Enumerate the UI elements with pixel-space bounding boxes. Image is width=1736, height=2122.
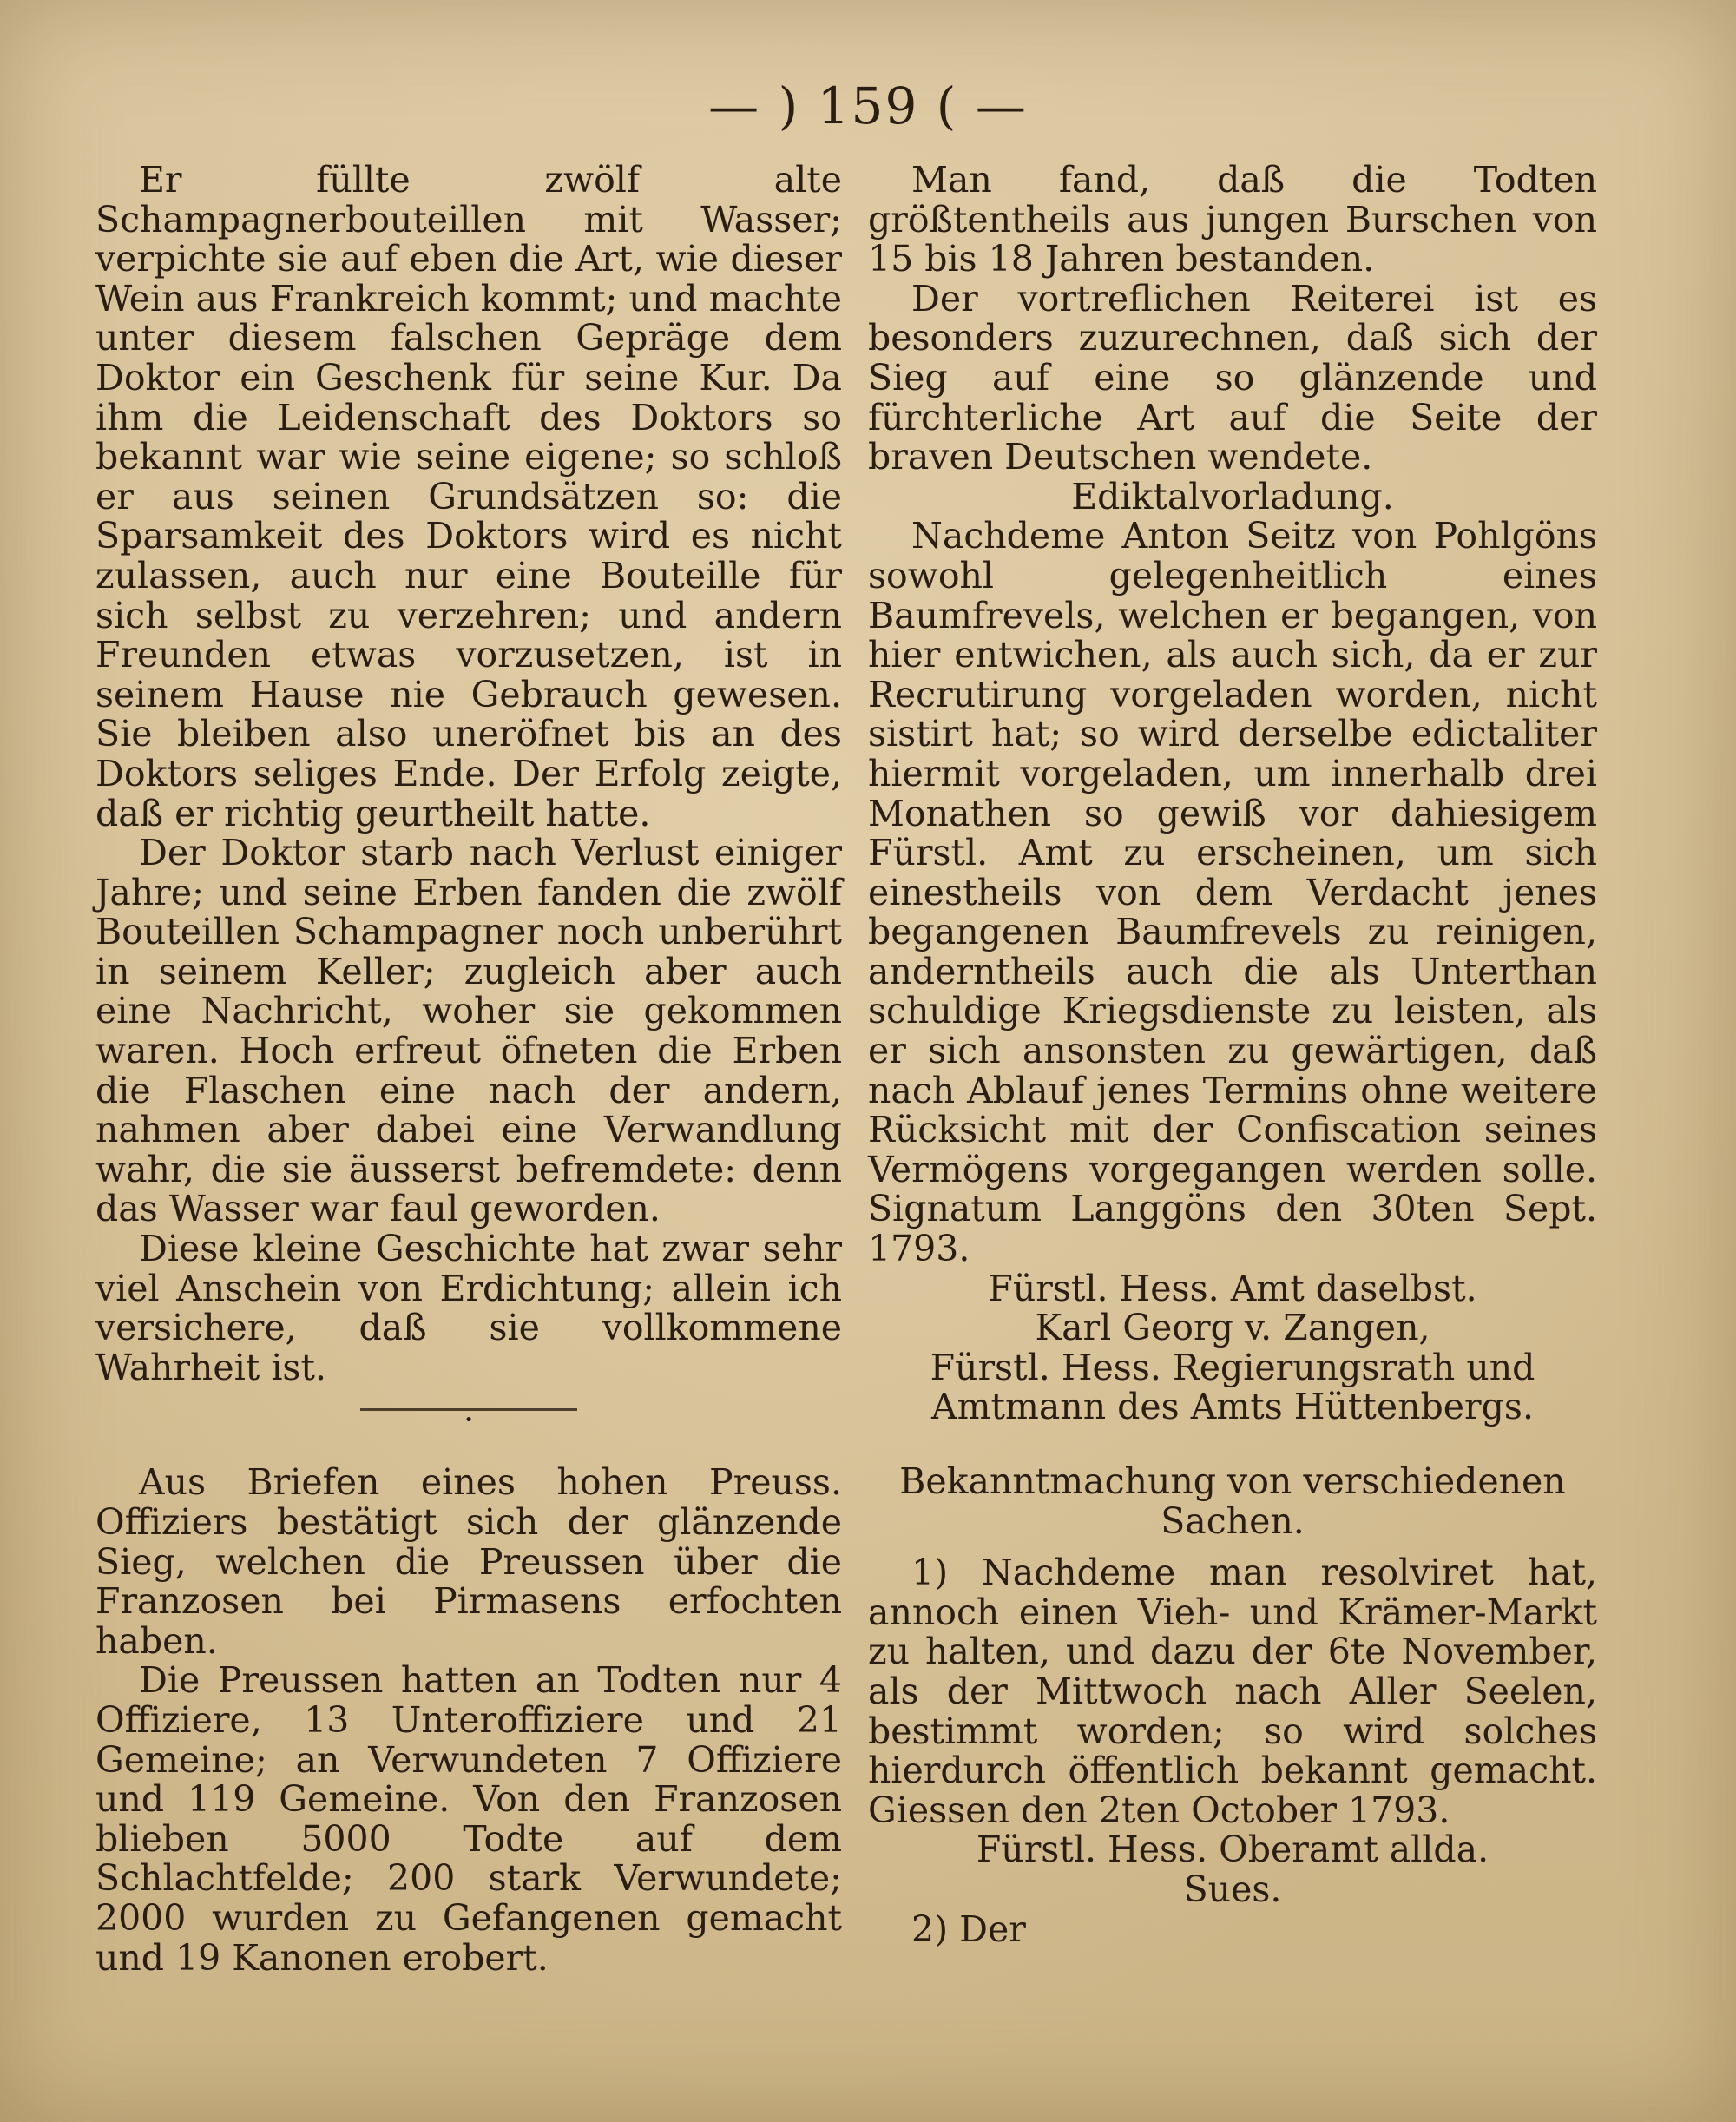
champagne-story-paragraph-3: Diese kleine Geschichte hat zwar sehr viel Anschein von Erdichtung; allein ich versichere, daß sie vollkommene Wahrheit ist. [95,1228,842,1388]
section-divider [360,1408,577,1411]
bekanntmachung-signature-name: Sues. [1183,1868,1282,1910]
bekanntmachung-body: 1) Nachdeme man resolviret hat, annoch einen Vieh- und Krämer-Markt zu halten, und dazu der 6te November, als der Mittwoch nach Aller Seelen, bestimmt worden; so wird solches hierdurch öffentlich bekannt gemacht. Giessen den 2ten October 1793. [868,1552,1597,1831]
catchword: 2) Der [911,1908,1026,1950]
edikt-heading: Ediktalvorladung. [1071,475,1394,517]
spacer [868,1427,1597,1462]
champagne-story-paragraph-2: Der Doktor starb nach Verlust einiger Jahre; und seine Erben fanden die zwölf Bouteillen Schampagner noch unberührt in seinem Keller; zugleich aber auch eine Nachricht, woher sie gekommen waren. Hoch erfreut öfneten die Erben die Flaschen eine nach der andern, nahmen aber dabei eine Verwandlung wahr, die sie äusserst befremdete: denn das Wasser war faul geworden. [95,832,842,1230]
pirmasens-report-paragraph-4: Der vortreflichen Reiterei ist es besonders zuzurechnen, daß sich der Sieg auf eine so glänzende und fürchterliche Art auf die Seite der braven Deutschen wendete. [868,277,1597,478]
left-column [95,161,842,1978]
edikt-body: Nachdeme Anton Seitz von Pohlgöns sowohl gelegenheitlich eines Baumfrevels, welchen er begangen, von hier entwichen, als auch sich, da er zur Recrutirung vorgeladen worden, nicht sistirt hat; so wird derselbe edictaliter hiermit vorgeladen, um innerhalb drei Monathen so gewiß vor dahiesigem Fürstl. Amt zu erscheinen, um sich einestheils von dem Verdacht jenes begangenen Baumfrevels zu reinigen, anderntheils auch die als Unterthan schuldige Kriegsdienste zu leisten, als er sich ansonsten zu gewärtigen, daß nach Ablauf jenes Termins ohne weitere Rücksicht mit der Confiscation seines Vermögens vorgegangen werden solle. Signatum Langgöns den 30ten Sept. 1793. [868,515,1597,1270]
divider-mark: • [464,1411,474,1430]
page-number-header: — ) 159 ( — [708,76,1028,135]
pirmasens-report-paragraph-3: Man fand, daß die Todten größtentheils aus jungen Burschen von 15 bis 18 Jahren bestanden. [868,159,1597,280]
champagne-story-paragraph-1: Er füllte zwölf alte Schampagnerbouteillen mit Wasser; verpichte sie auf eben die Art, wie dieser Wein aus Frankreich kommt; und machte unter diesem falschen Gepräge dem Doktor ein Geschenk für seine Kur. Da ihm die Leidenschaft des Doktors so bekannt war wie seine eigene; so schloß er aus seinen Grundsätzen so: die Sparsamkeit des Doktors wird es nicht zulassen, auch nur eine Bouteille für sich selbst zu verzehren; und andern Freunden etwas vorzusetzen, ist in seinem Hause nie Gebrauch gewesen. Sie bleiben also uneröfnet bis an des Doktors seliges Ende. Der Erfolg zeigte, daß er richtig geurtheilt hatte. [95,159,842,834]
edikt-signature-office: Fürstl. Hess. Amt daselbst. [988,1267,1477,1309]
pirmasens-report-paragraph-2: Die Preussen hatten an Todten nur 4 Offiziere, 13 Unteroffiziere und 21 Gemeine; an Verwundeten 7 Offiziere und 119 Gemeine. Von den Franzosen blieben 5000 Todte auf dem Schlachtfelde; 200 stark Verwundete; 2000 wurden zu Gefangenen gemacht und 19 Kanonen erobert. [95,1659,842,1979]
pirmasens-report-paragraph-1: Aus Briefen eines hohen Preuss. Offiziers bestätigt sich der glänzende Sieg, welchen die Preussen über die Franzosen bei Pirmasens erfochten haben. [95,1461,842,1662]
right-column [868,161,1597,1949]
bekanntmachung-heading: Bekanntmachung von verschiedenen Sachen. [899,1460,1566,1542]
edikt-signature-name: Karl Georg v. Zangen, [1035,1307,1430,1349]
bekanntmachung-signature-office: Fürstl. Hess. Oberamt allda. [976,1829,1489,1871]
edikt-signature-title: Fürstl. Hess. Regierungsrath und Amtmann des Amts Hüttenbergs. [930,1346,1535,1428]
